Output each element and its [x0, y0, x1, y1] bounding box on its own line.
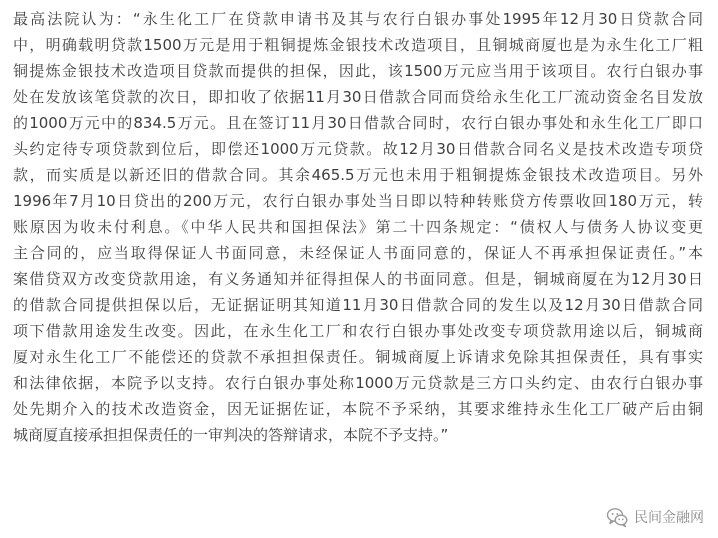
watermark-text: 民间金融网 — [634, 510, 704, 526]
wechat-icon — [606, 506, 628, 528]
article-line: 的借款合同提供担保以后，无证据证明其知道11月30日借款合同的发生以及12月30日借款合同 — [13, 296, 703, 314]
article-line: 处先期介入的技术改造资金，因无证据佐证，本院不予采纳，其要求维持永生化工厂破产后由铜 — [13, 400, 703, 418]
article-line: 处在发放该笔贷款的次日，即扣收了依据11月30日借款合同而贷给永生化工厂流动资金名目发放 — [13, 88, 703, 106]
article-line: 和法律依据，本院予以支持。农行白银办事处称1000万元贷款是三方口头约定、由农行白银办事 — [13, 374, 703, 392]
article-line: 中，明确载明贷款1500万元是用于粗铜提炼金银技术改造项目，且铜城商厦也是为永生化工厂粗 — [13, 36, 703, 54]
article-line: 款，而实质是以新还旧的借款合同。其余465.5万元也未用于粗铜提炼金银技术改造项目。另外 — [13, 166, 703, 184]
article-line: 主合同的，应当取得保证人书面同意，未经保证人书面同意的，保证人不再承担保证责任。”本 — [13, 244, 703, 262]
article-line: 城商厦直接承担担保责任的一审判决的答辩请求，本院不予支持。” — [13, 426, 449, 444]
watermark — [606, 506, 704, 528]
article-line: 的1000万元中的834.5万元。且在签订11月30日借款合同时，农行白银办事处和永生化工厂即口 — [13, 114, 703, 132]
article-line: 案借贷双方改变贷款用途，有义务通知并征得担保人的书面同意。但是，铜城商厦在为12月30日 — [13, 270, 703, 288]
article-line: 账原因为收未付利息。《中华人民共和国担保法》第二十四条规定：“债权人与债务人协议变更 — [13, 218, 703, 236]
article-line: 头约定待专项贷款到位后，即偿还1000万元贷款。故12月30日借款合同名义是技术改造专项贷 — [13, 140, 703, 158]
article-line: 铜提炼金银技术改造项目贷款而提供的担保，因此，该1500万元应当用于该项目。农行白银办事 — [13, 62, 703, 80]
article-line: 项下借款用途发生改变。因此，在永生化工厂和农行白银办事处改变专项贷款用途以后，铜城商 — [13, 322, 703, 340]
article-body — [13, 6, 703, 448]
article-line: 最高法院认为：“永生化工厂在贷款申请书及其与农行白银办事处1995年12月30日贷款合同 — [13, 10, 703, 28]
article-line: 厦对永生化工厂不能偿还的贷款不承担担保责任。铜城商厦上诉请求免除其担保责任，具有事实 — [13, 348, 703, 366]
article-line: 1996年7月10日贷出的200万元，农行白银办事处当日即以特种转账贷方传票收回180万元，转 — [13, 192, 703, 210]
